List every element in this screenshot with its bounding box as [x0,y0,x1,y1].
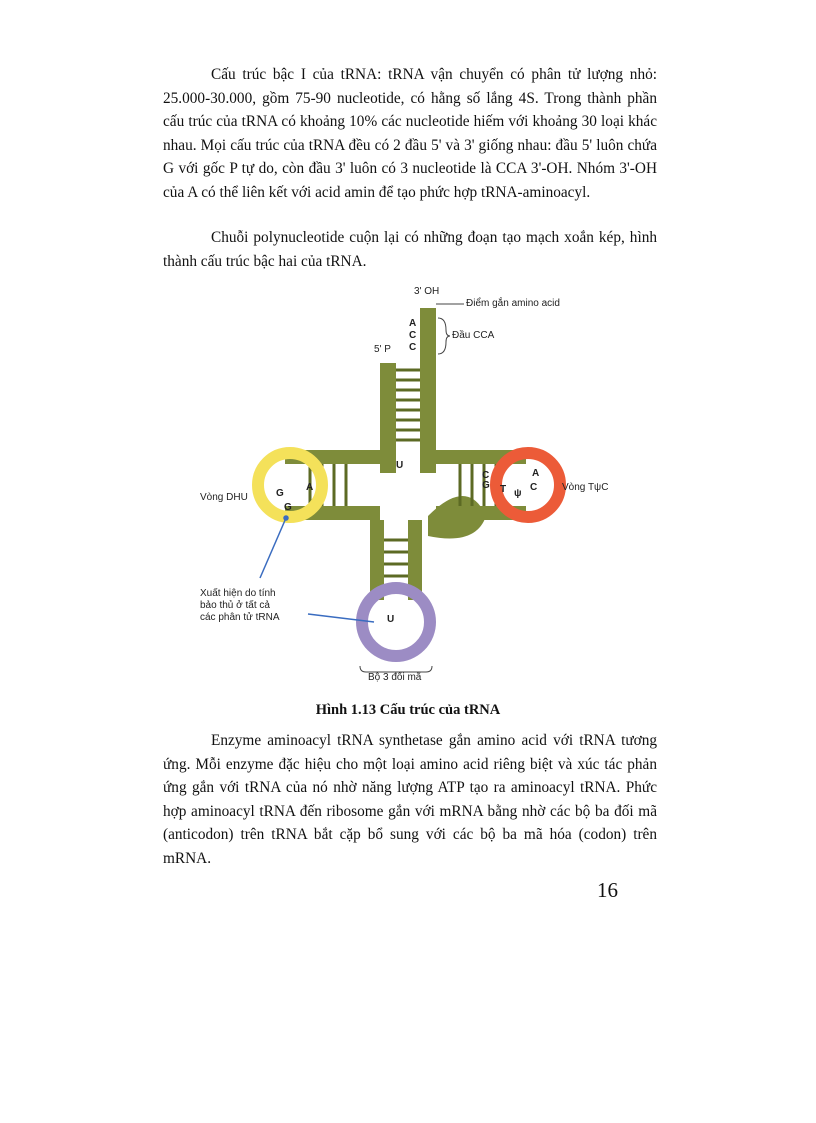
base-tpc-psi: ψ [514,488,522,499]
label-5-p: 5' P [374,344,391,355]
base-tpc-c1: C [482,470,490,481]
paragraph-primary-structure: Cấu trúc bậc I của tRNA: tRNA vận chuyển có phân tử lượng nhỏ: 25.000-30.000, gồm 75-90 nucleotide, có hằng số lắng 4S. Trong thành phần cấu trúc của tRNA có khoảng 10% các nucleotide hiếm với khoảng 30 loại khác nhau. Mọi cấu trúc của tRNA đều có 2 đầu 5' và 3' giống nhau: đầu 5' luôn chứa G với gốc P tự do, còn đầu 3' luôn có 3 nucleotide là CCA 3'-OH. Nhóm 3'-OH của A có thể liên kết với acid amin để tạo phức hợp tRNA-aminoacyl. [163,66,657,201]
base-tpc-c2: C [530,482,538,493]
base-u-center: U [396,460,404,471]
trna-stems [285,308,526,600]
base-tpc-a: A [532,468,540,479]
label-conserved-1: Xuất hiện do tính [200,588,276,599]
base-acc-c1: C [409,330,417,341]
label-anticodon: Bộ 3 đối mã [368,672,422,683]
figure-caption: Hình 1.13 Cấu trúc của tRNA [315,702,501,718]
base-anti-u: U [387,614,395,625]
label-3-oh: 3' OH [414,286,440,297]
base-tpc-t: T [500,484,507,495]
paragraph-secondary-structure: Chuỗi polynucleotide cuộn lại có những đoạn tạo mạch xoắn kép, hình thành cấu trúc bậc hai của tRNA. [163,229,657,270]
base-tpc-g: G [482,480,490,491]
base-acc-a: A [409,318,417,329]
label-conserved-3: các phân tử tRNA [200,612,280,623]
label-attach-site: Điểm gắn amino acid [466,298,560,309]
label-dhu-loop: Vòng DHU [200,492,248,503]
base-acc-c2: C [409,342,417,353]
base-dhu-g1: G [276,488,284,499]
base-pair-rungs [310,370,496,588]
label-cca-end: Đầu CCA [452,330,495,341]
conserved-pointer-dhu [260,518,286,578]
label-conserved-2: bảo thủ ở tất cả [200,600,270,611]
base-dhu-a: A [306,482,314,493]
label-tpc-loop: Vòng TψC [562,482,609,493]
base-dhu-g2: G [284,502,292,513]
trna-diagram [190,278,630,698]
paragraph-aminoacyl-synthetase: Enzyme aminoacyl tRNA synthetase gắn amino acid với tRNA tương ứng. Mỗi enzyme đặc hiệu cho một loại amino acid riêng biệt và xúc tác phản ứng gắn với tRNA của nó nhờ năng lượng ATP tạo ra aminoacyl tRNA. Phức hợp aminoacyl tRNA đến ribosome gắn với mRNA bằng nhờ các bộ ba đối mã (anticodon) trên tRNA bắt cặp bổ sung với các bộ ba mã hóa (codon) trên mRNA. [163,732,657,867]
cca-brace [438,318,450,354]
page-number: 16 [597,878,618,902]
